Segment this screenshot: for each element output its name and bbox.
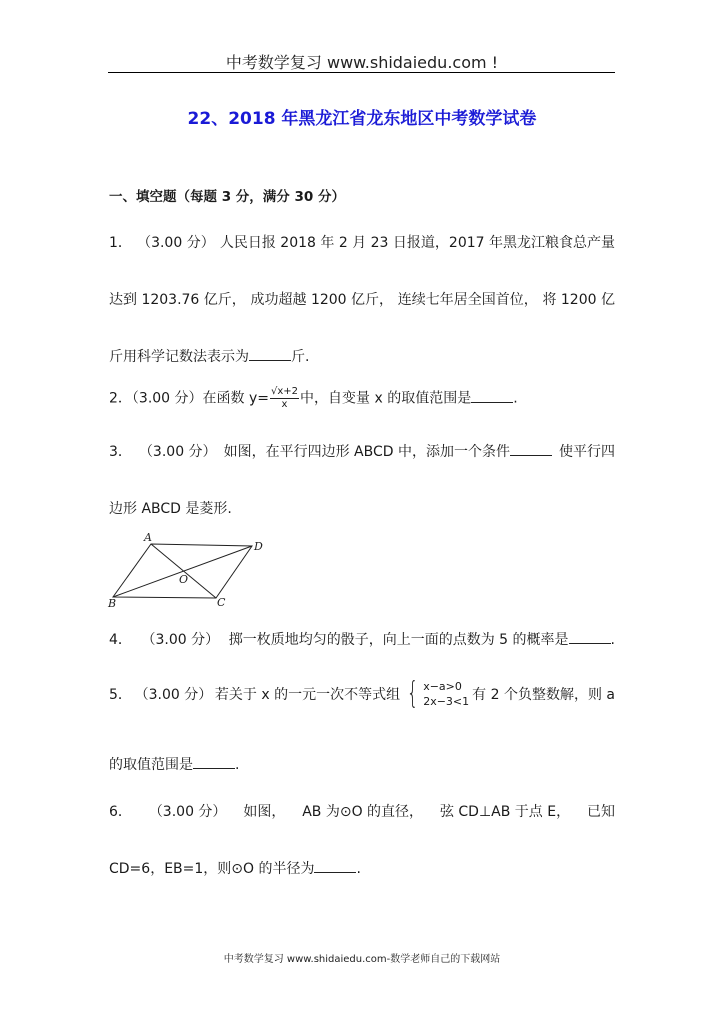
vertex-label-b: B bbox=[108, 597, 117, 610]
q2-line bbox=[109, 386, 518, 411]
left-brace-icon: { bbox=[406, 676, 419, 711]
center-label-o: O bbox=[179, 573, 189, 586]
q3-score: （3.00 分） bbox=[138, 444, 217, 460]
q1-score: （3.00 分） bbox=[137, 235, 215, 251]
q1-text-part: 达到 1203.76 亿斤， bbox=[109, 292, 246, 308]
q2-answer-blank[interactable] bbox=[471, 391, 513, 403]
q2-prefix: 2．（3.00 分）在函数 y= bbox=[109, 390, 269, 407]
inequality-system bbox=[403, 676, 470, 711]
inequality-2: 2x−3<1 bbox=[423, 695, 470, 708]
q3-text: 如图，在平行四边形 ABCD 中，添加一个条件 bbox=[224, 441, 552, 461]
q3-text-tail: 使平行四 bbox=[558, 444, 615, 460]
q6-text-part: 弦 CD⊥AB 于点 E， bbox=[439, 804, 571, 820]
q5-number: 5． bbox=[109, 687, 132, 703]
page-footer: 中考数学复习 www.shidaiedu.com-数学老师自己的下载网站 bbox=[223, 954, 501, 965]
exam-title: 22、2018 年黑龙江省龙东地区中考数学试卷 bbox=[187, 109, 537, 129]
q1-text-part: 将 1200 亿 bbox=[542, 292, 615, 308]
parallelogram-figure bbox=[106, 530, 268, 610]
q2-denominator: x bbox=[281, 399, 288, 410]
q5-score: （3.00 分） bbox=[134, 687, 213, 703]
q1-answer-blank[interactable] bbox=[249, 349, 291, 361]
q4-score: （3.00 分） bbox=[141, 632, 220, 648]
diagonal-bd bbox=[113, 546, 252, 597]
q1-text-part: 连续七年居全国首位， bbox=[397, 292, 538, 308]
q4-number: 4． bbox=[109, 632, 132, 648]
q3-number: 3． bbox=[109, 444, 132, 460]
q1-number: 1． bbox=[109, 235, 132, 251]
q2-suffix: 中，自变量 x 的取值范围是 bbox=[300, 390, 472, 407]
q6-score: （3.00 分） bbox=[148, 804, 227, 820]
q3-line2: 边形 ABCD 是菱形. bbox=[109, 501, 232, 517]
vertex-label-c: C bbox=[217, 596, 226, 609]
q5-answer-blank[interactable] bbox=[193, 757, 235, 769]
section-heading: 一、填空题（每题 3 分，满分 30 分） bbox=[109, 189, 345, 205]
q2-numerator: √x+2 bbox=[271, 386, 299, 397]
q6-text-part: AB 为⊙O 的直径， bbox=[302, 804, 424, 820]
q5-text: 若关于 x 的一元一次不等式组 { x−a>0 2x−3<1 有 2 个负整数解，则 a bbox=[214, 676, 615, 711]
q6-text-part: 已知 bbox=[586, 804, 615, 820]
q1-line2 bbox=[109, 289, 615, 309]
q1-unit: 斤. bbox=[291, 349, 310, 365]
q6-end: . bbox=[356, 861, 361, 877]
q6-line1 bbox=[109, 801, 615, 821]
vertex-label-d: D bbox=[254, 540, 263, 553]
vertex-label-a: A bbox=[144, 531, 152, 544]
q2-fraction bbox=[270, 386, 299, 411]
q6-text-end: CD=6，EB=1，则⊙O 的半径为 bbox=[109, 861, 315, 877]
q6-text-part: 如图， bbox=[243, 804, 286, 820]
q5-line1 bbox=[109, 677, 615, 711]
q1-text-part: 成功超越 1200 亿斤， bbox=[250, 292, 394, 308]
q1-text-end: 斤用科学记数法表示为 bbox=[109, 349, 249, 365]
q4-line bbox=[109, 629, 615, 649]
inequality-1: x−a>0 bbox=[423, 680, 462, 693]
q2-end: . bbox=[513, 390, 518, 407]
q4-answer-blank[interactable] bbox=[569, 632, 611, 644]
q4-text: 掷一枚质地均匀的骰子，向上一面的点数为 5 的概率是 . bbox=[228, 632, 615, 648]
q5-text-end: 的取值范围是 bbox=[109, 757, 193, 773]
q1-line1 bbox=[109, 232, 615, 252]
q1-text: 人民日报 2018 年 2 月 23 日报道，2017 年黑龙江粮食总产量 bbox=[219, 235, 615, 251]
q5-end: . bbox=[235, 757, 240, 773]
q6-answer-blank[interactable] bbox=[314, 861, 356, 873]
q6-line2 bbox=[109, 858, 361, 878]
q3-line1 bbox=[109, 441, 615, 461]
page-header: 中考数学复习 www.shidaiedu.com ! bbox=[225, 53, 499, 72]
header-divider bbox=[108, 72, 615, 73]
q5-line2 bbox=[109, 754, 239, 774]
q6-number: 6． bbox=[109, 804, 132, 820]
q1-line3 bbox=[109, 346, 309, 366]
q3-answer-blank[interactable] bbox=[510, 444, 552, 456]
